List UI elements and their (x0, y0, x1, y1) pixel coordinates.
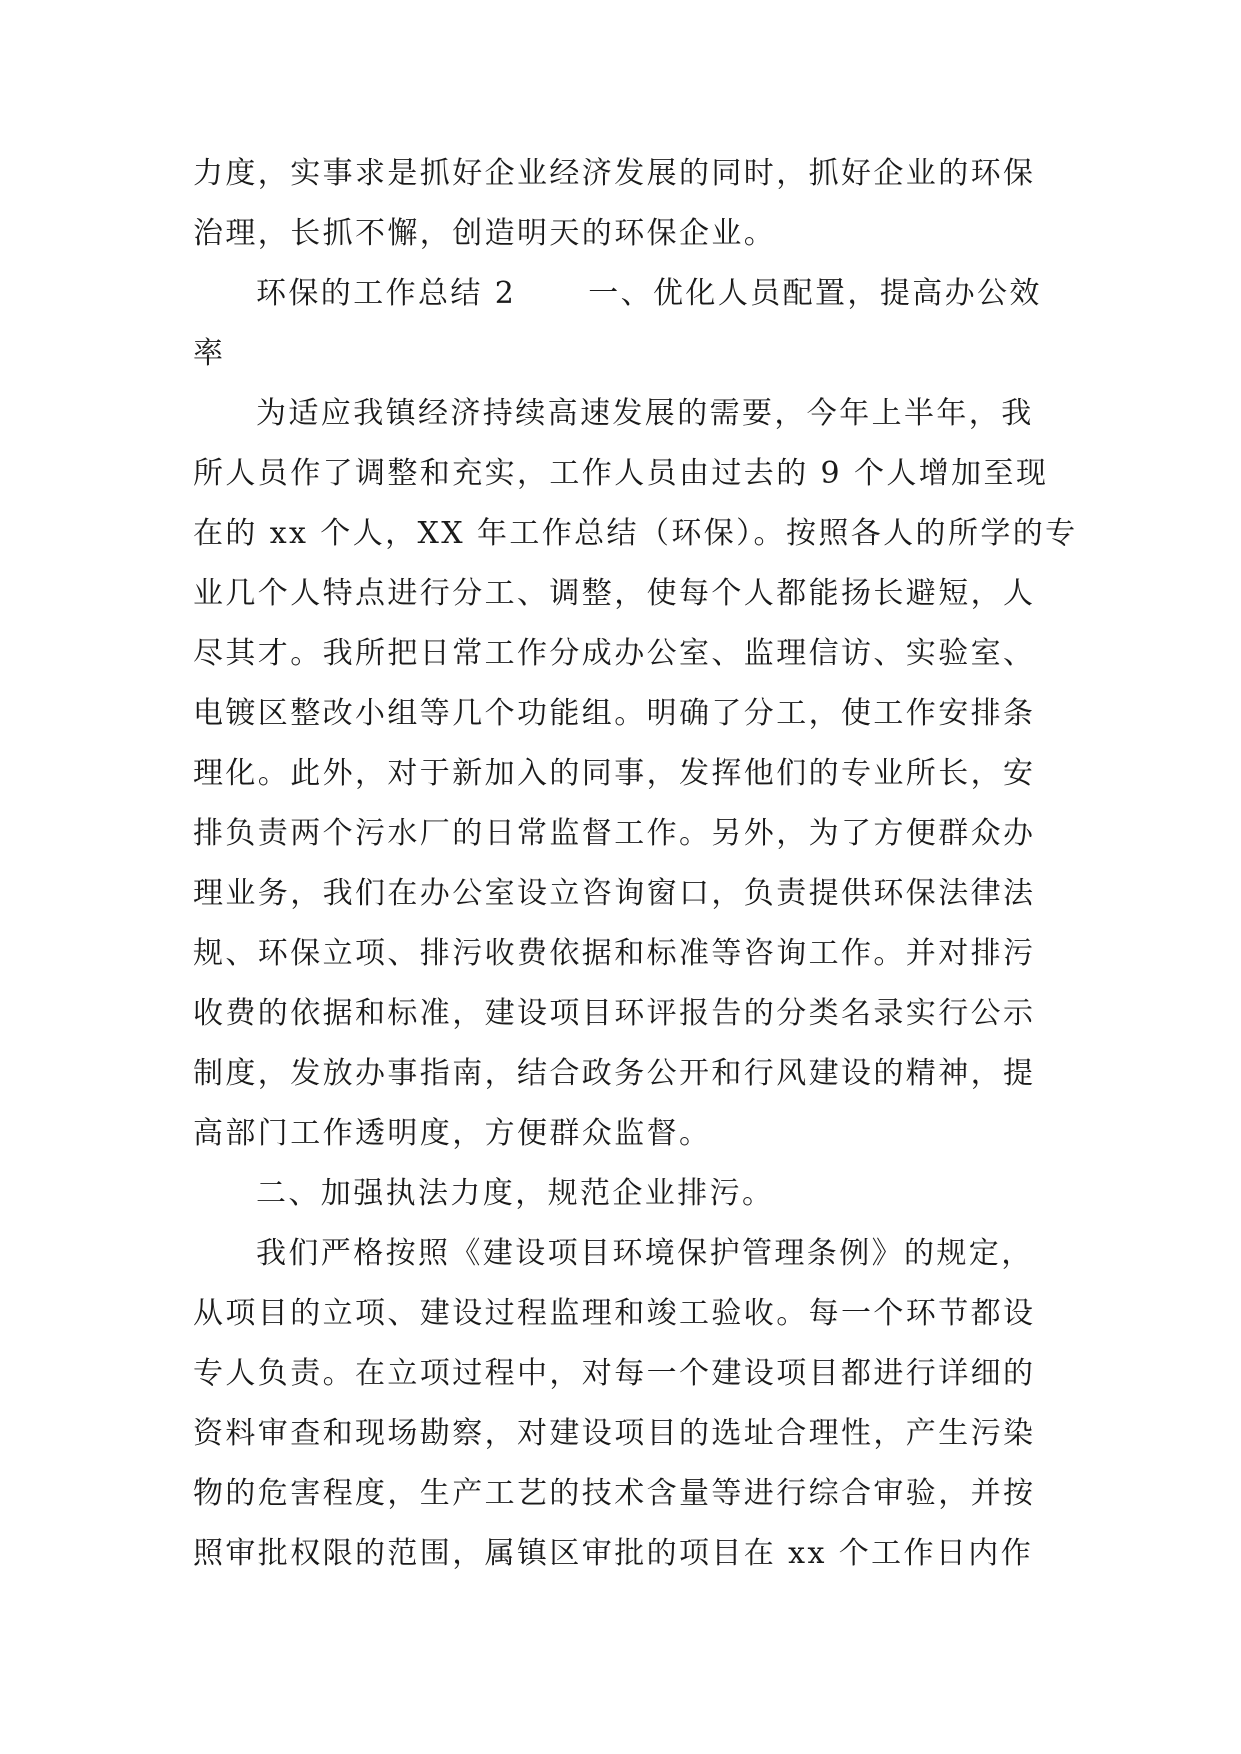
text-line: 物的危害程度，生产工艺的技术含量等进行综合审验，并按 (193, 1476, 1036, 1511)
text-line: 收费的依据和标准，建设项目环评报告的分类名录实行公示 (193, 996, 1036, 1031)
text-line: 制度，发放办事指南，结合政务公开和行风建设的精神，提 (193, 1056, 1036, 1091)
text-line: 理化。此外，对于新加入的同事，发挥他们的专业所长，安 (193, 756, 1036, 791)
text-line: 照审批权限的范围，属镇区审批的项目在 xx 个工作日内作 (193, 1536, 1034, 1571)
text-line: 高部门工作透明度，方便群众监督。 (193, 1116, 712, 1151)
text-line: 规、环保立项、排污收费依据和标准等咨询工作。并对排污 (193, 936, 1036, 971)
text-line: 治理，长抓不懈，创造明天的环保企业。 (193, 216, 777, 251)
subsection-heading: 二、加强执法力度，规范企业排污。 (256, 1176, 775, 1211)
section-heading-line (256, 274, 1042, 314)
subsection-heading: 一、优化人员配置，提高办公效 (588, 276, 1042, 311)
paragraph-start-line: 我们严格按照《建设项目环境保护管理条例》的规定， (256, 1236, 1034, 1271)
text-line: 力度，实事求是抓好企业经济发展的同时，抓好企业的环保 (193, 156, 1036, 191)
text-line: 在的 xx 个人，XX 年工作总结（环保）。按照各人的所学的专 (193, 516, 1078, 551)
section-title: 环保的工作总结 2 (256, 276, 517, 311)
text-line: 从项目的立项、建设过程监理和竣工验收。每一个环节都设 (193, 1296, 1036, 1331)
text-line: 尽其才。我所把日常工作分成办公室、监理信访、实验室、 (193, 636, 1036, 671)
text-line: 业几个人特点进行分工、调整，使每个人都能扬长避短，人 (193, 576, 1036, 611)
text-line: 率 (193, 336, 226, 371)
text-line: 排负责两个污水厂的日常监督工作。另外，为了方便群众办 (193, 816, 1036, 851)
text-line: 电镀区整改小组等几个功能组。明确了分工，使工作安排条 (193, 696, 1036, 731)
text-line: 理业务，我们在办公室设立咨询窗口，负责提供环保法律法 (193, 876, 1036, 911)
text-line: 资料审查和现场勘察，对建设项目的选址合理性，产生污染 (193, 1416, 1036, 1451)
text-line: 所人员作了调整和充实，工作人员由过去的 9 个人增加至现 (193, 456, 1049, 491)
text-line: 专人负责。在立项过程中，对每一个建设项目都进行详细的 (193, 1356, 1036, 1391)
paragraph-start-line: 为适应我镇经济持续高速发展的需要，今年上半年，我 (256, 396, 1034, 431)
